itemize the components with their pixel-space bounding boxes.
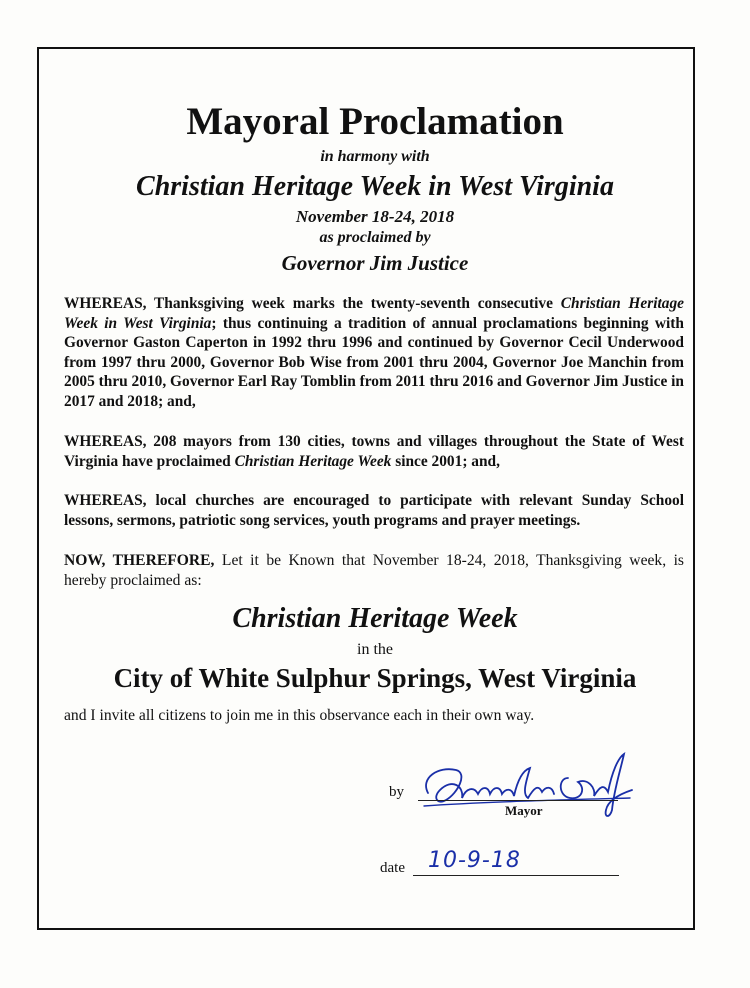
invitation-text: and I invite all citizens to join me in this observance each in their own way. xyxy=(64,707,535,724)
whereas-paragraph-2 xyxy=(64,432,684,471)
now-therefore-lead: NOW, THEREFORE, xyxy=(64,552,215,569)
date-line xyxy=(413,875,619,876)
whereas-lead: WHEREAS, xyxy=(64,433,147,450)
subtitle-governor: Governor Jim Justice xyxy=(281,251,469,275)
city-name-heading: City of White Sulphur Springs, West Virginia xyxy=(113,663,637,693)
whereas-paragraph-3 xyxy=(64,491,684,530)
now-therefore-paragraph xyxy=(64,551,684,590)
whereas-lead: WHEREAS, xyxy=(64,492,147,509)
subtitle-in-harmony: in harmony with xyxy=(320,148,430,165)
whereas-italic: Christian Heritage Week xyxy=(234,452,392,470)
whereas-lead: WHEREAS, xyxy=(64,295,147,312)
whereas-text: Thanksgiving week marks the twenty-seventh consecutive xyxy=(146,295,561,312)
signature-line xyxy=(418,800,618,801)
whereas-text: since 2001; and, xyxy=(391,452,500,470)
subtitle-event-name: Christian Heritage Week in West Virginia xyxy=(136,171,614,202)
whereas-text: 208 mayors from 130 cities, towns and villages throughout the State of West Virginia have proclaimed xyxy=(64,433,684,470)
by-label: by xyxy=(389,784,404,800)
heritage-week-heading: Christian Heritage Week xyxy=(232,603,518,634)
whereas-italic: Christian Heritage Week in West Virginia xyxy=(64,295,684,332)
in-the-label: in the xyxy=(357,641,393,658)
document-title: Mayoral Proclamation xyxy=(186,100,564,143)
subtitle-dates: November 18-24, 2018 xyxy=(295,207,455,226)
handwritten-date: 10-9-18 xyxy=(428,848,521,873)
mayor-label: Mayor xyxy=(505,803,543,818)
whereas-text: local churches are encouraged to participate with relevant Sunday School lessons, sermons, patriotic song services, youth programs and prayer meetings. xyxy=(64,492,684,529)
whereas-text: ; thus continuing a tradition of annual proclamations beginning with Governor Gaston Caperton in 1992 thru 1996 and continued by Governor Cecil Underwood from 1997 thru 2000, Governor Bob Wise from 2001 thru 2004, Governor Joe Manchin from 2005 thru 2010, Governor Earl Ray Tomblin from 2011 thru 2016 and Governor Jim Justice in 2017 and 2018; and, xyxy=(64,314,684,410)
whereas-paragraph-1 xyxy=(64,294,684,411)
date-label: date xyxy=(380,860,405,876)
now-therefore-text: Let it be Known that November 18-24, 2018, Thanksgiving week, is hereby proclaimed as: xyxy=(64,552,684,589)
subtitle-proclaimed-by: as proclaimed by xyxy=(319,229,431,246)
